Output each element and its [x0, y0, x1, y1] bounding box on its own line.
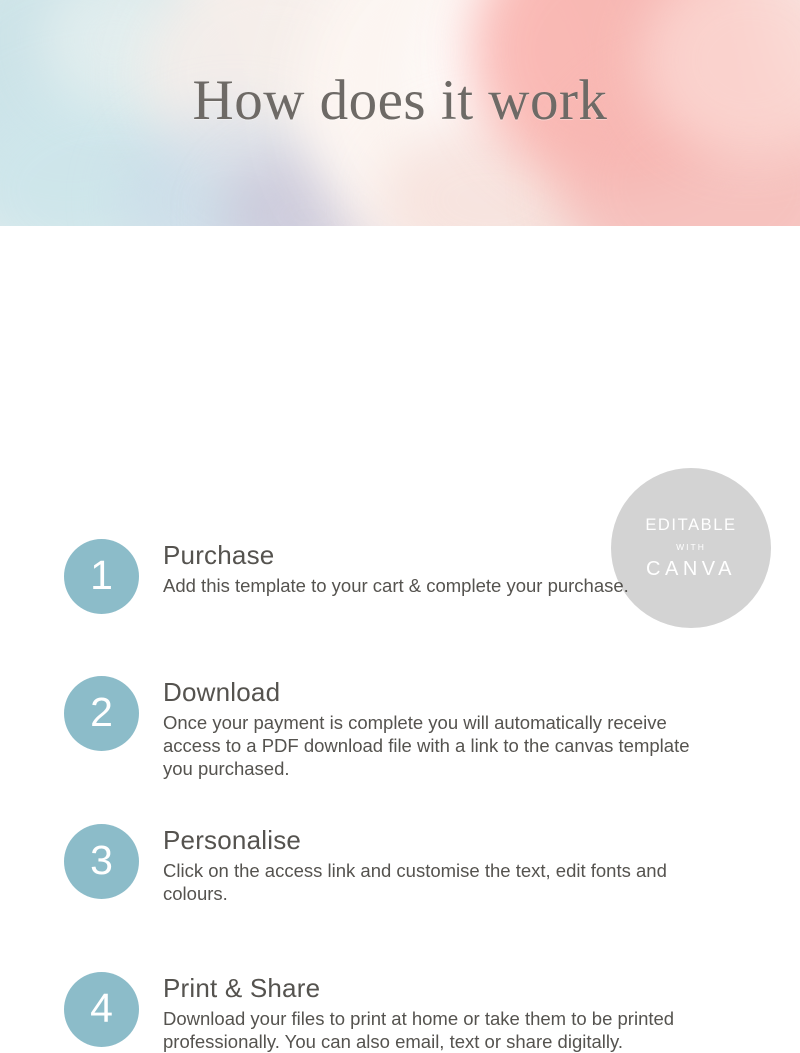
step-text-block — [163, 972, 723, 1053]
badge-top-label: EDITABLE — [645, 515, 737, 534]
step-description: Once your payment is complete you will automatically receive access to a PDF download file with a link to the canvas template you purchased. — [163, 711, 690, 780]
badge-bottom-label: CANVA — [646, 557, 736, 580]
step-description: Download your files to print at home or take them to be printed professionally. You can also email, text or share digitally. — [163, 1007, 675, 1053]
list-item — [64, 676, 723, 781]
editable-with-canva-badge — [611, 468, 771, 628]
page-title: How does it work — [192, 69, 608, 132]
step-title: Print & Share — [163, 973, 321, 1003]
step-text-block — [163, 676, 723, 781]
list-item — [64, 539, 629, 614]
step-title: Personalise — [163, 825, 302, 855]
list-item — [64, 972, 723, 1053]
badge-middle-label: WITH — [676, 541, 706, 552]
content-area — [0, 226, 800, 1053]
step-number-badge: 4 — [64, 972, 139, 1047]
list-item — [64, 824, 723, 905]
step-text-block — [163, 824, 723, 905]
step-title: Purchase — [163, 540, 275, 570]
header-banner — [0, 0, 800, 226]
step-title: Download — [163, 677, 281, 707]
step-description: Add this template to your cart & complete your purchase. — [163, 574, 629, 596]
step-number-badge: 2 — [64, 676, 139, 751]
step-number-badge: 1 — [64, 539, 139, 614]
step-description: Click on the access link and customise the text, edit fonts and colours. — [163, 859, 667, 905]
step-text-block — [163, 539, 629, 597]
step-number-badge: 3 — [64, 824, 139, 899]
